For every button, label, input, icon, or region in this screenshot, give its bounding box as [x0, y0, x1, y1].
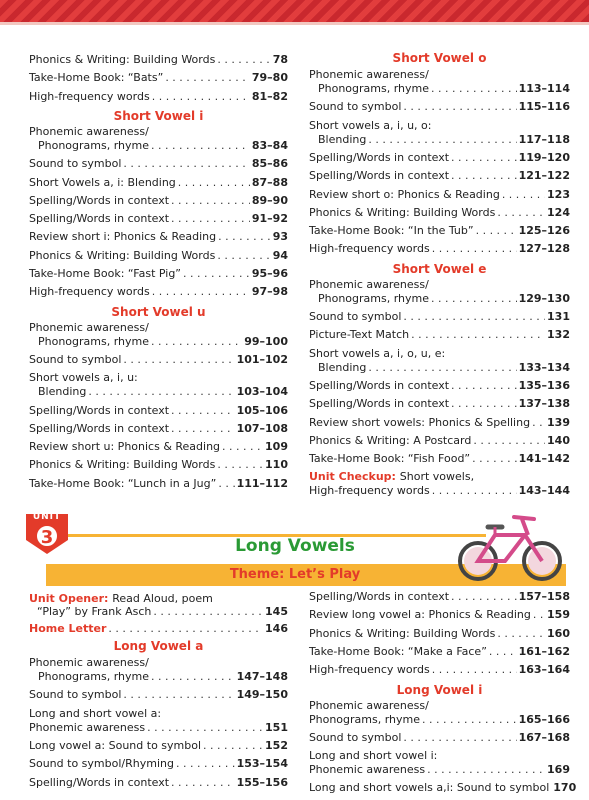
toc-page-number: 145 [265, 605, 288, 618]
toc-dot-leader [123, 157, 249, 171]
toc-page-number: 117–118 [518, 132, 570, 146]
toc-row [309, 731, 570, 745]
toc-row [309, 100, 570, 114]
toc-dot-leader [368, 133, 516, 147]
toc-entry-title: Phonics & Writing: Building Words [309, 205, 496, 219]
toc-dot-leader [431, 292, 517, 306]
toc-entry-title: Phonemic awareness [309, 763, 426, 777]
bicycle-illustration [450, 505, 570, 585]
toc-row [309, 590, 570, 604]
toc-entry-title: Blending [38, 385, 87, 399]
toc-entry-title: Sound to symbol [29, 352, 122, 366]
toc-page-number: 110 [265, 458, 288, 472]
toc-page-number: 139 [547, 415, 570, 429]
toc-page-number: 160 [547, 626, 570, 640]
toc-dot-leader [431, 82, 517, 96]
toc-row [309, 224, 570, 238]
toc-dot-leader [427, 763, 545, 777]
toc-dot-leader [217, 53, 270, 67]
toc-row [29, 212, 288, 226]
toc-page-number: 87–88 [251, 175, 288, 189]
toc-dot-leader [147, 721, 263, 735]
toc-page-number: 93 [272, 230, 288, 244]
toc-row [29, 622, 288, 636]
toc-row [29, 739, 288, 753]
toc-page-number: 165–166 [518, 712, 570, 726]
toc-dot-leader [217, 458, 263, 472]
section-heading: Short Vowel o [392, 51, 487, 65]
toc-row [29, 440, 288, 454]
toc-page-number: 121–122 [518, 169, 570, 183]
toc-row [309, 188, 570, 202]
toc-dot-leader [451, 151, 517, 165]
toc-entry-title: Spelling/Words in context [29, 403, 170, 417]
toc-dot-leader [123, 353, 234, 367]
toc-subline: Short vowels a, i, u: [29, 371, 138, 385]
toc-page-number: 135–136 [518, 378, 570, 392]
toc-entry-title: Phonograms, rhyme [38, 138, 150, 152]
toc-dot-leader [451, 590, 517, 604]
toc-page-number: 147–148 [236, 670, 288, 683]
toc-row [309, 763, 570, 777]
toc-dot-leader [178, 176, 250, 190]
opener-text: Read Aloud, poem [112, 592, 213, 605]
toc-dot-leader [152, 90, 250, 104]
toc-page-number: 131 [547, 310, 570, 323]
section-heading: Long Vowel a [113, 639, 204, 653]
toc-entry-title: Phonics & Writing: Building Words [309, 626, 496, 640]
toc-subline: Phonemic awareness/ [309, 277, 429, 291]
toc-row [309, 169, 570, 183]
toc-page-number: 109 [265, 440, 288, 454]
toc-entry-title: Sound to symbol [29, 157, 122, 171]
toc-dot-leader [218, 230, 271, 244]
toc-dot-leader [497, 206, 545, 220]
toc-row [309, 434, 570, 448]
opener-label: Unit Opener: [29, 592, 113, 605]
toc-entry-title: Review short u: Phonics & Reading [29, 440, 221, 454]
toc-subline: Long and short vowel i: [309, 749, 438, 763]
toc-row [29, 230, 288, 244]
toc-entry-title: “Play” by Frank Asch [37, 605, 152, 618]
toc-page-number: 143–144 [518, 484, 570, 498]
toc-row [29, 688, 288, 702]
toc-entry-title: Spelling/Words in context [309, 378, 450, 392]
toc-row [38, 335, 288, 349]
toc-page-number: 85–86 [251, 157, 288, 171]
toc-entry-title: Review short i: Phonics & Reading [29, 230, 217, 244]
toc-dot-leader [532, 416, 545, 430]
toc-page-number: 153–154 [236, 757, 288, 771]
toc-row [37, 605, 288, 619]
top-decorative-band [0, 0, 589, 22]
toc-entry-title: Phonics & Writing: A Postcard [309, 433, 472, 447]
toc-page-number: 132 [547, 328, 570, 342]
toc-row [309, 328, 570, 342]
toc-page-number: 141–142 [518, 452, 570, 466]
toc-row [29, 267, 288, 281]
toc-row [309, 627, 570, 641]
toc-page-number: 127–128 [518, 242, 570, 256]
toc-entry-title: Short Vowels a, i: Blending [29, 175, 176, 189]
toc-page-number: 151 [265, 720, 288, 734]
toc-entry-title: Blending [318, 132, 367, 146]
toc-dot-leader [476, 224, 517, 238]
toc-subline: Long and short vowel a: [29, 706, 162, 720]
toc-row [29, 90, 288, 104]
checkup-text: Short vowels, [399, 470, 475, 484]
toc-subline: Short vowels a, i, u, o: [309, 118, 432, 132]
toc-page-number: 101–102 [236, 352, 288, 366]
toc-row [309, 713, 570, 727]
toc-dot-leader [451, 379, 517, 393]
toc-page-number: 78 [272, 53, 288, 66]
toc-entry-title: Home Letter [29, 622, 107, 635]
toc-page-number: 95–96 [251, 267, 288, 280]
toc-page-number: 124 [547, 205, 570, 219]
toc-dot-leader [152, 285, 250, 299]
section-heading: Short Vowel u [111, 304, 206, 319]
toc-row [38, 670, 288, 684]
toc-page-number: 79–80 [251, 71, 288, 85]
toc-entry-title: Picture-Text Match [309, 328, 410, 342]
toc-entry-title: Take-Home Book: “Make a Face” [309, 644, 487, 658]
toc-page-number: 159 [547, 608, 570, 622]
toc-row [29, 194, 288, 208]
toc-page-number: 125–126 [518, 224, 570, 238]
toc-subline: Phonemic awareness/ [309, 68, 429, 81]
toc-dot-leader [403, 100, 516, 114]
unit-badge-word: UNIT [32, 512, 62, 522]
section-heading: Short Vowel i [113, 108, 204, 123]
checkup-line [309, 470, 474, 483]
toc-row [318, 82, 570, 96]
toc-entry-title: Phonograms, rhyme [309, 712, 421, 726]
toc-dot-leader [151, 670, 235, 684]
toc-row [29, 776, 288, 790]
toc-entry-title: Phonograms, rhyme [318, 82, 430, 95]
toc-row [309, 397, 570, 411]
toc-page-number: 103–104 [236, 385, 288, 399]
toc-entry-title: High-frequency words [309, 663, 430, 677]
toc-entry-title: Spelling/Words in context [29, 212, 170, 226]
toc-entry-title: Spelling/Words in context [29, 421, 170, 435]
toc-row [309, 608, 570, 622]
toc-page-number: 91–92 [251, 212, 288, 226]
toc-dot-leader [165, 71, 250, 85]
toc-dot-leader [432, 663, 517, 677]
toc-page-number: 81–82 [251, 89, 288, 103]
toc-entry-title: Spelling/Words in context [309, 169, 450, 183]
toc-dot-leader [88, 385, 234, 399]
toc-row [318, 292, 570, 306]
toc-dot-leader [472, 452, 516, 466]
toc-page-number: 99–100 [244, 334, 288, 348]
toc-dot-leader [203, 739, 263, 753]
toc-entry-title: Sound to symbol [309, 100, 402, 114]
toc-entry-title: Long and short vowels a,i: Sound to symbol [309, 781, 550, 795]
toc-page-number: 146 [265, 622, 288, 635]
toc-entry-title: High-frequency words [29, 89, 150, 103]
toc-page-number: 111–112 [236, 476, 288, 490]
toc-row [309, 663, 570, 677]
toc-dot-leader [171, 422, 235, 436]
toc-row [309, 206, 570, 220]
toc-dot-leader [153, 605, 263, 619]
toc-row [29, 757, 288, 771]
toc-dot-leader [151, 139, 250, 153]
toc-entry-title: Take-Home Book: “In the Tub” [309, 224, 474, 238]
toc-entry-title: Review short o: Phonics & Reading [309, 187, 500, 201]
checkup-label: Unit Checkup: [309, 470, 400, 484]
toc-row [309, 645, 570, 659]
toc-dot-leader [432, 484, 517, 498]
toc-dot-leader [217, 249, 270, 263]
toc-entry-title: Take-Home Book: “Fast Pig” [29, 267, 182, 280]
opener-line [29, 592, 213, 605]
toc-entry-title: Take-Home Book: “Fish Food” [309, 452, 471, 466]
toc-row [29, 404, 288, 418]
toc-dot-leader [451, 169, 517, 183]
toc-dot-leader [108, 622, 263, 636]
toc-dot-leader [411, 328, 545, 342]
unit-title: Long Vowels [235, 536, 355, 556]
toc-entry-title: Review long vowel a: Phonics & Reading [309, 608, 531, 622]
toc-row [309, 484, 570, 498]
toc-row [309, 310, 570, 324]
toc-entry-title: Phonics & Writing: Building Words [29, 53, 216, 66]
toc-dot-leader [183, 267, 250, 281]
toc-subline: Phonemic awareness/ [29, 124, 149, 138]
toc-row [29, 176, 288, 190]
toc-row [29, 157, 288, 171]
toc-row [309, 452, 570, 466]
toc-row [309, 151, 570, 165]
toc-row [309, 416, 570, 430]
toc-dot-leader [497, 627, 545, 641]
toc-row [318, 133, 570, 147]
toc-entry-title: Sound to symbol/Rhyming [29, 757, 174, 771]
toc-dot-leader [218, 477, 234, 491]
toc-dot-leader [533, 608, 545, 622]
toc-dot-leader [403, 731, 516, 745]
toc-entry-title: Phonograms, rhyme [318, 291, 430, 305]
toc-entry-title: High-frequency words [309, 484, 430, 498]
unit-badge-number: 3 [40, 527, 54, 548]
toc-subline: Phonemic awareness/ [309, 698, 429, 712]
toc-row [309, 379, 570, 393]
toc-dot-leader [171, 776, 235, 790]
unit-theme: Theme: Let’s Play [229, 567, 361, 582]
toc-entry-title: High-frequency words [309, 242, 430, 256]
toc-dot-leader [489, 645, 517, 659]
toc-dot-leader [171, 212, 250, 226]
toc-page-number: 170 [553, 781, 577, 795]
toc-entry-title: Spelling/Words in context [29, 193, 170, 207]
toc-dot-leader [502, 188, 545, 202]
toc-dot-leader [123, 688, 234, 702]
toc-subline: Phonemic awareness/ [29, 320, 149, 334]
toc-page-number: 123 [547, 187, 570, 201]
toc-row [29, 458, 288, 472]
toc-dot-leader [151, 335, 242, 349]
toc-page-number: 167–168 [518, 730, 570, 744]
toc-entry-title: Spelling/Words in context [309, 397, 450, 411]
toc-row [29, 285, 288, 299]
toc-page-number: 107–108 [236, 421, 288, 435]
toc-page-number: 155–156 [236, 775, 288, 789]
toc-row [29, 353, 288, 367]
toc-row [29, 721, 288, 735]
toc-entry-title: Phonograms, rhyme [38, 670, 150, 683]
toc-page-number: 129–130 [518, 291, 570, 305]
toc-entry-title: Review short vowels: Phonics & Spelling [309, 415, 531, 429]
toc-entry-title: Long vowel a: Sound to symbol [29, 738, 202, 752]
toc-page-number: 97–98 [251, 285, 288, 299]
toc-page-number: 113–114 [518, 82, 570, 95]
section-heading: Short Vowel e [392, 261, 487, 276]
toc-subline: Phonemic awareness/ [29, 656, 149, 669]
toc-entry-title: Sound to symbol [309, 310, 402, 323]
toc-row [309, 242, 570, 256]
toc-entry-title: Sound to symbol [29, 688, 122, 702]
toc-page-number: 149–150 [236, 688, 288, 702]
toc-page-number: 94 [272, 248, 288, 262]
toc-page-number: 157–158 [518, 590, 570, 603]
toc-entry-title: Sound to symbol [309, 730, 402, 744]
toc-page-number: 152 [265, 738, 288, 752]
toc-entry-title: Spelling/Words in context [29, 775, 170, 789]
toc-entry-title: Take-Home Book: “Bats” [29, 71, 164, 85]
toc-dot-leader [422, 713, 517, 727]
section-heading: Long Vowel i [396, 682, 483, 697]
toc-entry-title: Take-Home Book: “Lunch in a Jug” [29, 476, 217, 490]
toc-entry-title: Spelling/Words in context [309, 590, 450, 603]
toc-page-number: 83–84 [251, 138, 288, 152]
toc-dot-leader [451, 397, 517, 411]
toc-row [38, 139, 288, 153]
toc-page-number: 89–90 [251, 193, 288, 207]
toc-page-number: 105–106 [236, 403, 288, 417]
toc-dot-leader [176, 757, 235, 771]
toc-entry-title: Spelling/Words in context [309, 150, 450, 164]
toc-subline: Short vowels a, i, o, u, e: [309, 346, 446, 360]
toc-page-number: 161–162 [518, 644, 570, 658]
toc-entry-title: Phonograms, rhyme [38, 334, 150, 348]
toc-dot-leader [473, 434, 545, 448]
toc-page-number: 133–134 [518, 360, 570, 374]
toc-dot-leader [222, 440, 263, 454]
toc-row [318, 361, 570, 375]
toc-page-number: 137–138 [518, 397, 570, 411]
toc-row [29, 249, 288, 263]
top-band-edge [0, 22, 589, 25]
toc-dot-leader [432, 242, 517, 256]
toc-page-number: 169 [547, 763, 570, 777]
toc-dot-leader [171, 404, 235, 418]
toc-entry-title: Phonics & Writing: Building Words [29, 458, 216, 472]
toc-row [38, 385, 288, 399]
toc-dot-leader [368, 361, 516, 375]
toc-row [29, 53, 288, 67]
toc-page-number: 115–116 [518, 100, 570, 114]
toc-page-number: 140 [547, 433, 570, 447]
toc-dot-leader [171, 194, 250, 208]
toc-row [309, 781, 577, 795]
toc-row [29, 422, 288, 436]
toc-row [29, 477, 288, 491]
toc-entry-title: Phonics & Writing: Building Words [29, 248, 216, 262]
toc-dot-leader [403, 310, 545, 324]
toc-page-number: 163–164 [518, 663, 570, 677]
toc-entry-title: Phonemic awareness [29, 720, 146, 734]
toc-entry-title: Blending [318, 360, 367, 374]
toc-row [29, 71, 288, 85]
toc-page-number: 119–120 [518, 150, 570, 164]
toc-entry-title: High-frequency words [29, 285, 150, 299]
